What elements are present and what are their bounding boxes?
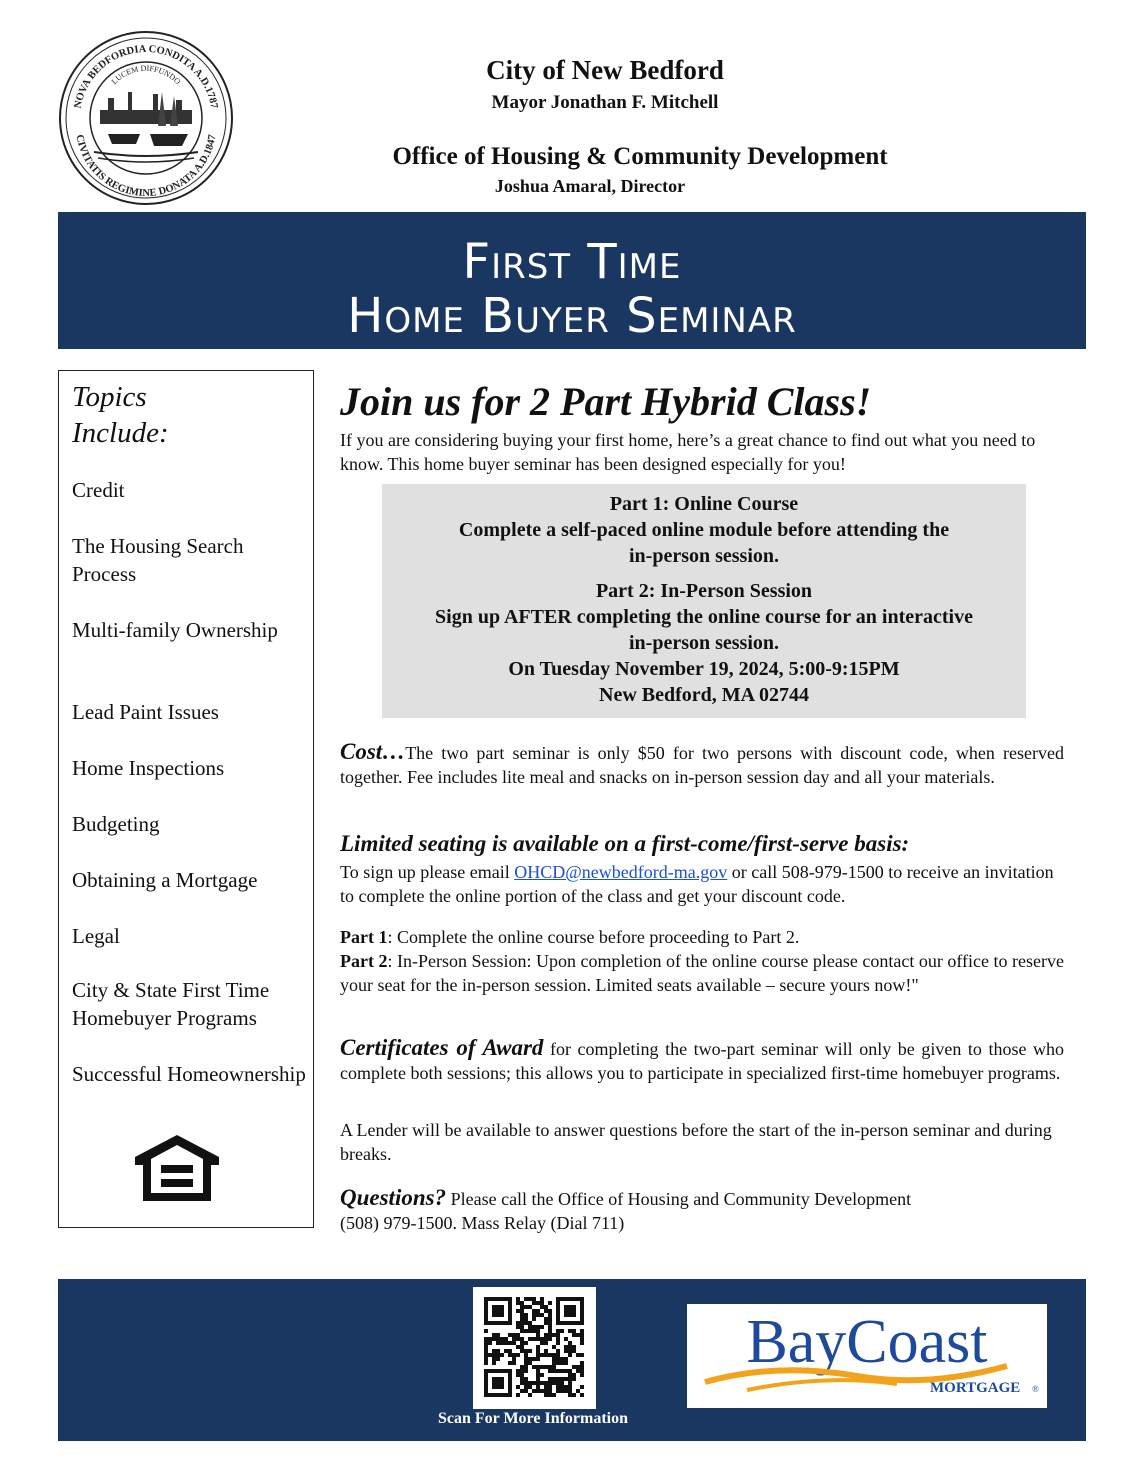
topic-item: Successful Homeownership <box>72 1062 306 1086</box>
topic-item: Obtaining a Mortgage <box>72 868 258 892</box>
topics-sidebar <box>58 370 314 1228</box>
equal-housing-opportunity-icon <box>131 1131 223 1203</box>
part1-desc-line2: in-person session. <box>628 545 780 567</box>
cost-text: The two part seminar is only $50 for two persons with discount code, when reserved together. Fee includes lite meal and snacks on in-person session day and all your materials. <box>340 743 1064 787</box>
banner-line-2: Home Buyer Seminar <box>347 288 797 344</box>
logo-subtext: MORTGAGE <box>930 1380 1021 1396</box>
certificates-label: Certificates of Award <box>340 1035 544 1060</box>
questions-line2: (508) 979-1500. Mass Relay (Dial 711) <box>340 1213 625 1233</box>
city-name: City of New Bedford <box>486 55 724 85</box>
email-link[interactable]: OHCD@newbedford-ma.gov <box>514 862 728 882</box>
session-location: New Bedford, MA 02744 <box>599 684 809 706</box>
topics-heading <box>72 379 169 451</box>
questions-line1 <box>340 1186 1064 1211</box>
qr-code-icon <box>473 1287 596 1409</box>
topic-item: Legal <box>72 924 120 948</box>
schedule-box <box>382 484 1026 718</box>
part2-line <box>340 949 1064 997</box>
part1-desc-line1: Complete a self-paced online module before attending the <box>458 519 950 541</box>
signup-post: or call 508-979-1500 to receive an invitation to complete the online portion of the class and get your discount code. <box>340 862 1054 906</box>
seal-text-inner: LUCEM DIFFUNDO <box>109 63 183 87</box>
part2-desc-line2: in-person session. <box>628 632 780 654</box>
topic-item: Lead Paint Issues <box>72 700 219 724</box>
topic-item: Budgeting <box>72 812 160 836</box>
questions-text: Please call the Office of Housing and Community Development <box>446 1189 912 1209</box>
signup-pre: To sign up please email <box>340 862 515 882</box>
part1-title: Part 1: Online Course <box>609 493 799 515</box>
scan-caption: Scan For More Information <box>437 1410 629 1427</box>
title-banner <box>58 212 1086 349</box>
cost-paragraph <box>340 740 1064 789</box>
logo-wordmark: BayCoast <box>746 1308 988 1376</box>
certificates-paragraph <box>340 1036 1064 1085</box>
baycoast-logo <box>687 1304 1047 1408</box>
banner-line-1: First Time <box>462 234 682 290</box>
join-heading: Join us for 2 Part Hybrid Class! <box>340 379 872 424</box>
qr-code[interactable] <box>473 1287 596 1409</box>
signup-paragraph <box>340 860 1064 908</box>
topic-item: Home Inspections <box>72 756 225 780</box>
part2-desc-line1: Sign up AFTER completing the online course for an interactive <box>435 606 973 628</box>
footer-bar <box>58 1279 1086 1441</box>
part2-text: : In-Person Session: Upon completion of the online course please contact our office to reserve your seat for the in-person session. Limited seats available – secure yours now!" <box>340 951 1064 995</box>
part2-label: Part 2 <box>340 951 388 971</box>
parts-paragraph <box>340 925 1064 997</box>
topic-item: Credit <box>72 478 125 502</box>
part1-text: : Complete the online course before proceeding to Part 2. <box>387 927 800 947</box>
limited-seating-heading: Limited seating is available on a first-come/first-serve basis: <box>340 831 910 856</box>
part1-line <box>340 925 1064 949</box>
part1-label: Part 1 <box>340 927 388 947</box>
questions-paragraph <box>340 1186 1064 1235</box>
topics-heading-line1: Topics <box>72 381 147 413</box>
office-name: Office of Housing & Community Development <box>392 143 888 170</box>
topic-item: Multi-family Ownership <box>72 618 278 642</box>
session-date: On Tuesday November 19, 2024, 5:00-9:15PM <box>508 658 900 680</box>
topics-heading-line2: Include: <box>72 417 169 449</box>
certificates-text: for completing the two-part seminar will only be given to those who complete both sessions; this allows you to participate in specialized first-time homebuyer programs. <box>340 1039 1064 1083</box>
logo-registered: ® <box>1032 1384 1039 1394</box>
lender-paragraph: A Lender will be available to answer questions before the start of the in-person seminar and during breaks. <box>340 1120 1052 1164</box>
topic-item: The Housing Search Process <box>72 534 244 586</box>
part2-title: Part 2: In-Person Session <box>595 580 813 602</box>
director-name: Joshua Amaral, Director <box>494 176 686 196</box>
mayor-name: Mayor Jonathan F. Mitchell <box>491 92 719 113</box>
intro-text: If you are considering buying your first home, here’s a great chance to find out what you need to know. This home buyer seminar has been designed especially for you! <box>340 430 1036 474</box>
seal-text-bottom: CIVITATIS REGIMINE DONATA A.D.1847 <box>73 133 219 199</box>
cost-label: Cost… <box>340 739 406 764</box>
questions-label: Questions? <box>340 1185 447 1210</box>
seal-text-top: NOVA BEDFORDIA CONDITA A.D.1787 <box>72 43 220 110</box>
topic-item: City & State First Time Homebuyer Programs <box>72 978 270 1030</box>
baycoast-logo-icon <box>687 1304 1047 1408</box>
